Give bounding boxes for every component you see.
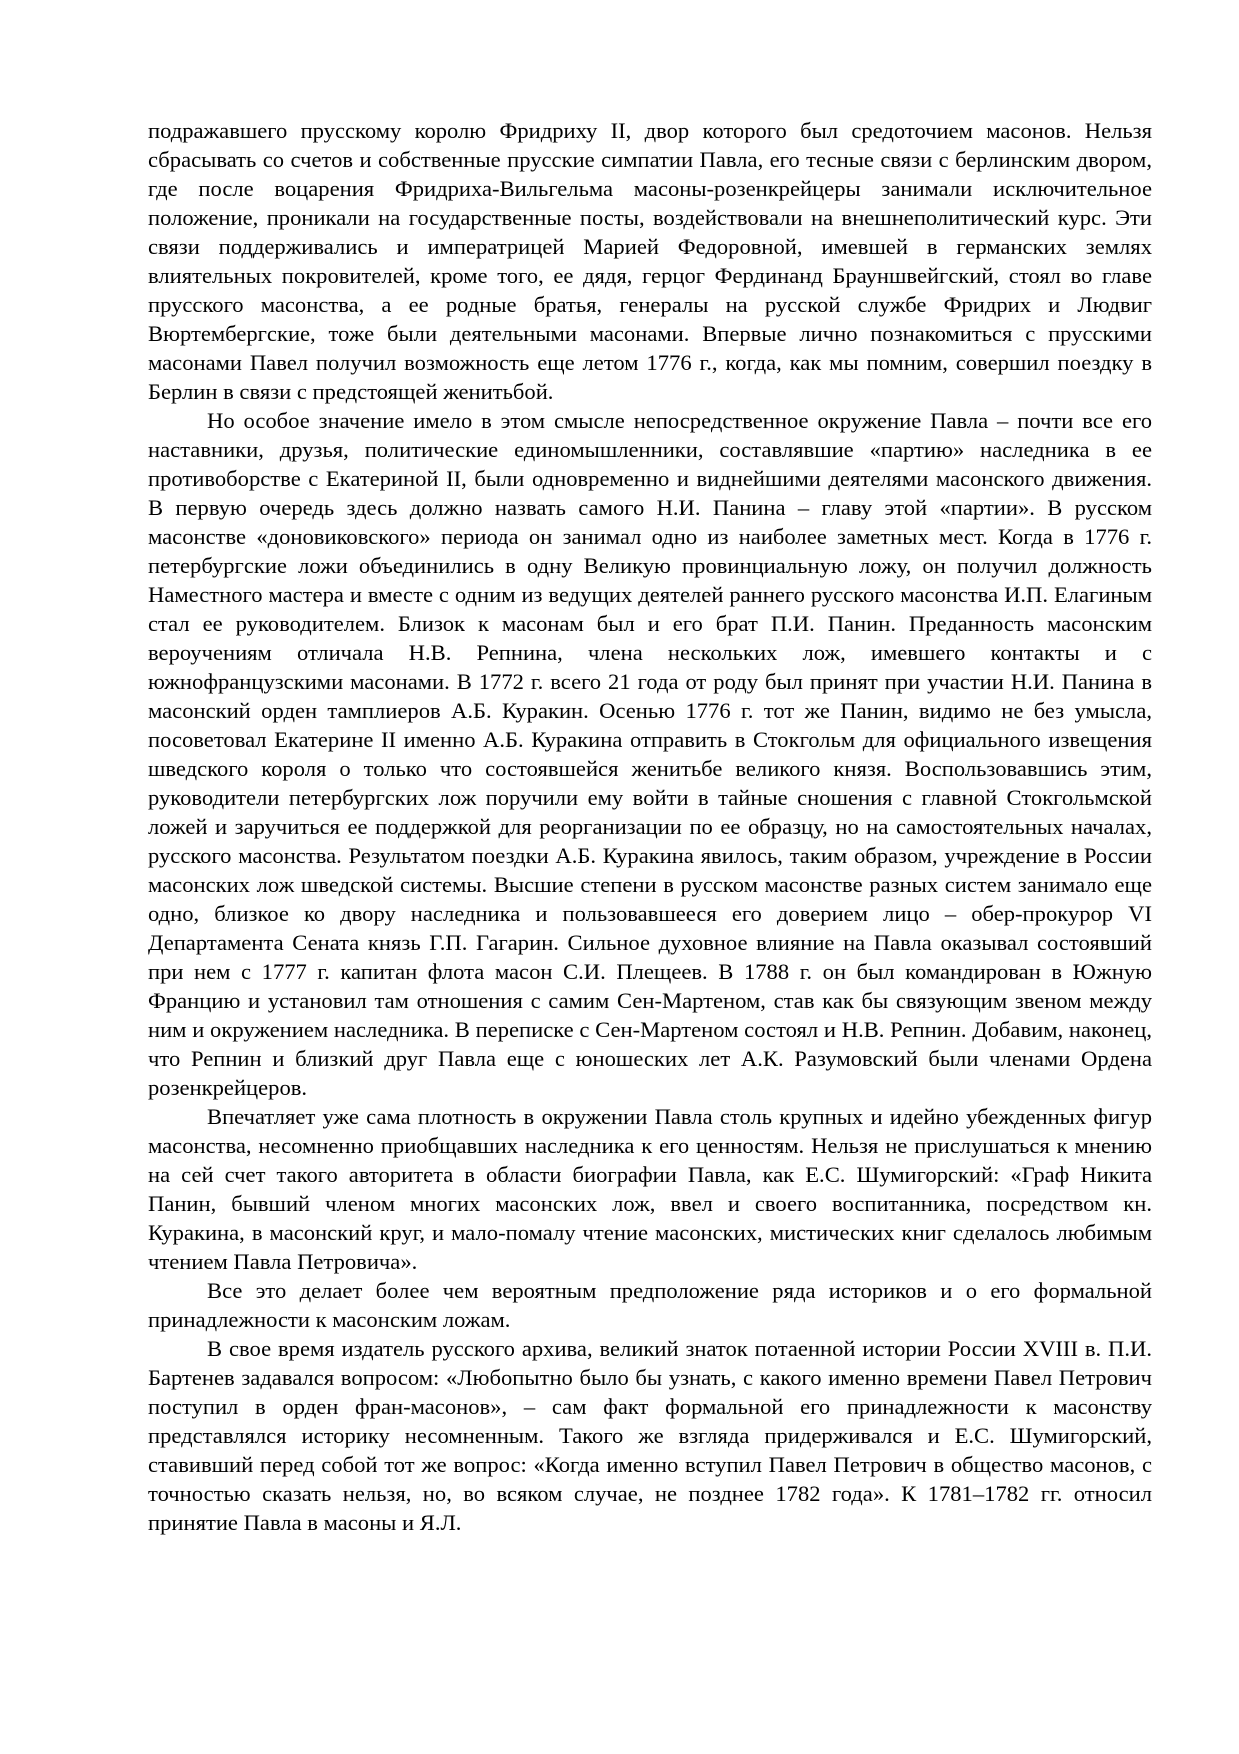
paragraph-5: В свое время издатель русского архива, великий знаток потаенной истории России XVIII в. П.И. Бартенев задавался вопросом: «Любопытно было бы узнать, с какого именно времени Павел Петрович поступил в орден фран-масонов», – сам факт формальной его принадлежности к масонству представлялся историку несомненным. Такого же взгляда придерживался и Е.С. Шумигорский, ставивший перед собой тот же вопрос: «Когда именно вступил Павел Петрович в общество масонов, с точностью сказать нельзя, но, во всяком случае, не позднее 1782 года». К 1781–1782 гг. относил принятие Павла в масоны и Я.Л.: [148, 1336, 1152, 1535]
paragraph-2: Но особое значение имело в этом смысле непосредственное окружение Павла – почти все его наставники, друзья, политические единомышленники, составлявшие «партию» наследника в ее противоборстве с Екатериной II, были одновременно и виднейшими деятелями масонского движения. В первую очередь здесь должно назвать самого Н.И. Панина – главу этой «партии». В русском масонстве «доновиковского» периода он занимал одно из наиболее заметных мест. Когда в 1776 г. петербургские ложи объединились в одну Великую провинциальную ложу, он получил должность Наместного мастера и вместе с одним из ведущих деятелей раннего русского масонства И.П. Елагиным стал ее руководителем. Близок к масонам был и его брат П.И. Панин. Преданность масонским вероучениям отличала Н.В. Репнина, члена нескольких лож, имевшего контакты и с южнофранцузскими масонами. В 1772 г. всего 21 года от роду был принят при участии Н.И. Панина в масонский орден тамплиеров А.Б. Куракин. Осенью 1776 г. тот же Панин, видимо не без умысла, посоветовал Екатерине II именно А.Б. Куракина отправить в Стокгольм для официального извещения шведского короля о только что состоявшейся женитьбе великого князя. Воспользовавшись этим, руководители петербургских лож поручили ему войти в тайные сношения с главной Стокгольмской ложей и заручиться ее поддержкой для реорганизации по ее образцу, но на самостоятельных началах, русского масонства. Результатом поездки А.Б. Куракина явилось, таким образом, учреждение в России масонских лож шведской системы. Высшие степени в русском масонстве разных систем занимало еще одно, близкое ко двору наследника и пользовавшееся его доверием лицо – обер-прокурор VI Департамента Сената князь Г.П. Гагарин. Сильное духовное влияние на Павла оказывал состоявший при нем с 1777 г. капитан флота масон С.И. Плещеев. В 1788 г. он был командирован в Южную Францию и установил там отношения с самим Сен-Мартеном, став как бы связующим звеном между ним и окружением наследника. В переписке с Сен-Мартеном состоял и Н.В. Репнин. Добавим, наконец, что Репнин и близкий друг Павла еще с юношеских лет А.К. Разумовский были членами Ордена розенкрейцеров.: [148, 408, 1152, 1100]
paragraph-4: Все это делает более чем вероятным предположение ряда историков и о его формальной принадлежности к масонским ложам.: [148, 1278, 1152, 1332]
paragraph-1: подражавшего прусскому королю Фридриху II, двор которого был средоточием масонов. Нельзя сбрасывать со счетов и собственные прусские симпатии Павла, его тесные связи с берлинским двором, где после воцарения Фридриха-Вильгельма масоны-розенкрейцеры занимали исключительное положение, проникали на государственные посты, воздействовали на внешнеполитический курс. Эти связи поддерживались и императрицей Марией Федоровной, имевшей в германских землях влиятельных покровителей, кроме того, ее дядя, герцог Фердинанд Брауншвейгский, стоял во главе прусского масонства, а ее родные братья, генералы на русской службе Фридрих и Людвиг Вюртембергские, тоже были деятельными масонами. Впервые лично познакомиться с прусскими масонами Павел получил возможность еще летом 1776 г., когда, как мы помним, совершил поездку в Берлин в связи с предстоящей женитьбой.: [148, 118, 1152, 404]
paragraph-3: Впечатляет уже сама плотность в окружении Павла столь крупных и идейно убежденных фигур масонства, несомненно приобщавших наследника к его ценностям. Нельзя не прислушаться к мнению на сей счет такого авторитета в области биографии Павла, как Е.С. Шумигорский: «Граф Никита Панин, бывший членом многих масонских лож, ввел и своего воспитанника, посредством кн. Куракина, в масонский круг, и мало-помалу чтение масонских, мистических книг сделалось любимым чтением Павла Петровича».: [148, 1104, 1152, 1274]
document-page: [148, 116, 1152, 1537]
